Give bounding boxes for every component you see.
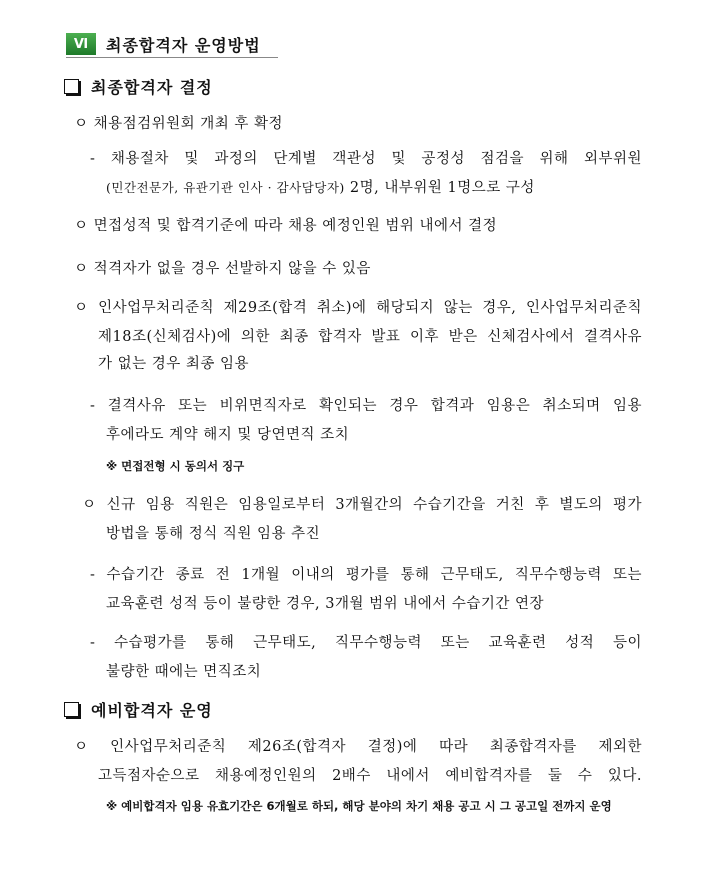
dash-line-cont: 후에라도 계약 해지 및 당연면직 조치 — [106, 427, 350, 443]
bullet-line: ㅇ 인사업무처리준칙 제26조(합격자 결정)에 따라 최종합격자를 제외한 — [74, 739, 642, 755]
chapter-number-badge: Ⅵ — [66, 33, 96, 55]
dash-line-cont — [106, 176, 535, 197]
bullet-line-cont: 고득점자순으로 채용예정인원의 2배수 내에서 예비합격자를 둘 수 있다. — [98, 768, 642, 784]
dash-line: - 채용절차 및 과정의 단계별 객관성 및 공정성 점검을 위해 외부위원 — [90, 151, 642, 167]
bullet-line-cont: 제18조(신체검사)에 의한 최종 합격자 발표 이후 받은 신체검사에서 결격사유 — [98, 329, 642, 345]
section-title: 최종합격자 결정 — [91, 78, 213, 97]
note: ※ 예비합격자 임용 유효기간은 6개월로 하되, 해당 분야의 차기 채용 공고 시 그 공고일 전까지 운영 — [106, 799, 612, 813]
checkbox-square-icon — [64, 79, 79, 94]
note: ※ 면접전형 시 동의서 징구 — [106, 459, 245, 473]
bullet-line-cont: 가 없는 경우 최종 임용 — [98, 356, 249, 372]
section-heading-reserve — [64, 698, 213, 721]
dash-line: - 결격사유 또는 비위면직자로 확인되는 경우 합격과 임용은 취소되며 임용 — [90, 398, 642, 414]
bullet-line: ㅇ 신규 임용 직원은 임용일로부터 3개월간의 수습기간을 거친 후 별도의 평가 — [82, 497, 642, 513]
small-text: (민간전문가, 유관기관 인사 · 감사담당자) — [106, 180, 345, 195]
section-heading-final — [64, 75, 213, 98]
text: 2명, 내부위원 1명으로 구성 — [344, 180, 535, 196]
bullet-line: ㅇ 면접성적 및 합격기준에 따라 채용 예정인원 범위 내에서 결정 — [74, 218, 498, 234]
dash-line: - 수습평가를 통해 근무태도, 직무수행능력 또는 교육훈련 성적 등이 — [90, 635, 642, 651]
checkbox-square-icon — [64, 702, 79, 717]
section-title: 예비합격자 운영 — [91, 701, 213, 720]
dash-line: - 수습기간 종료 전 1개월 이내의 평가를 통해 근무태도, 직무수행능력 또는 — [90, 567, 642, 583]
bullet-line: ㅇ 인사업무처리준칙 제29조(합격 취소)에 해당되지 않는 경우, 인사업무처리준칙 — [74, 300, 642, 316]
bullet-line: ㅇ 적격자가 없을 경우 선발하지 않을 수 있음 — [74, 261, 371, 277]
chapter-title: 최종합격자 운영방법 — [106, 35, 261, 55]
bullet-line-cont: 방법을 통해 정식 직원 임용 추진 — [106, 526, 321, 542]
bullet-line: ㅇ 채용점검위원회 개최 후 확정 — [74, 116, 284, 132]
chapter-header — [66, 31, 278, 58]
dash-line-cont: 불량한 때에는 면직조치 — [106, 664, 262, 680]
dash-line-cont: 교육훈련 성적 등이 불량한 경우, 3개월 범위 내에서 수습기간 연장 — [106, 596, 544, 612]
